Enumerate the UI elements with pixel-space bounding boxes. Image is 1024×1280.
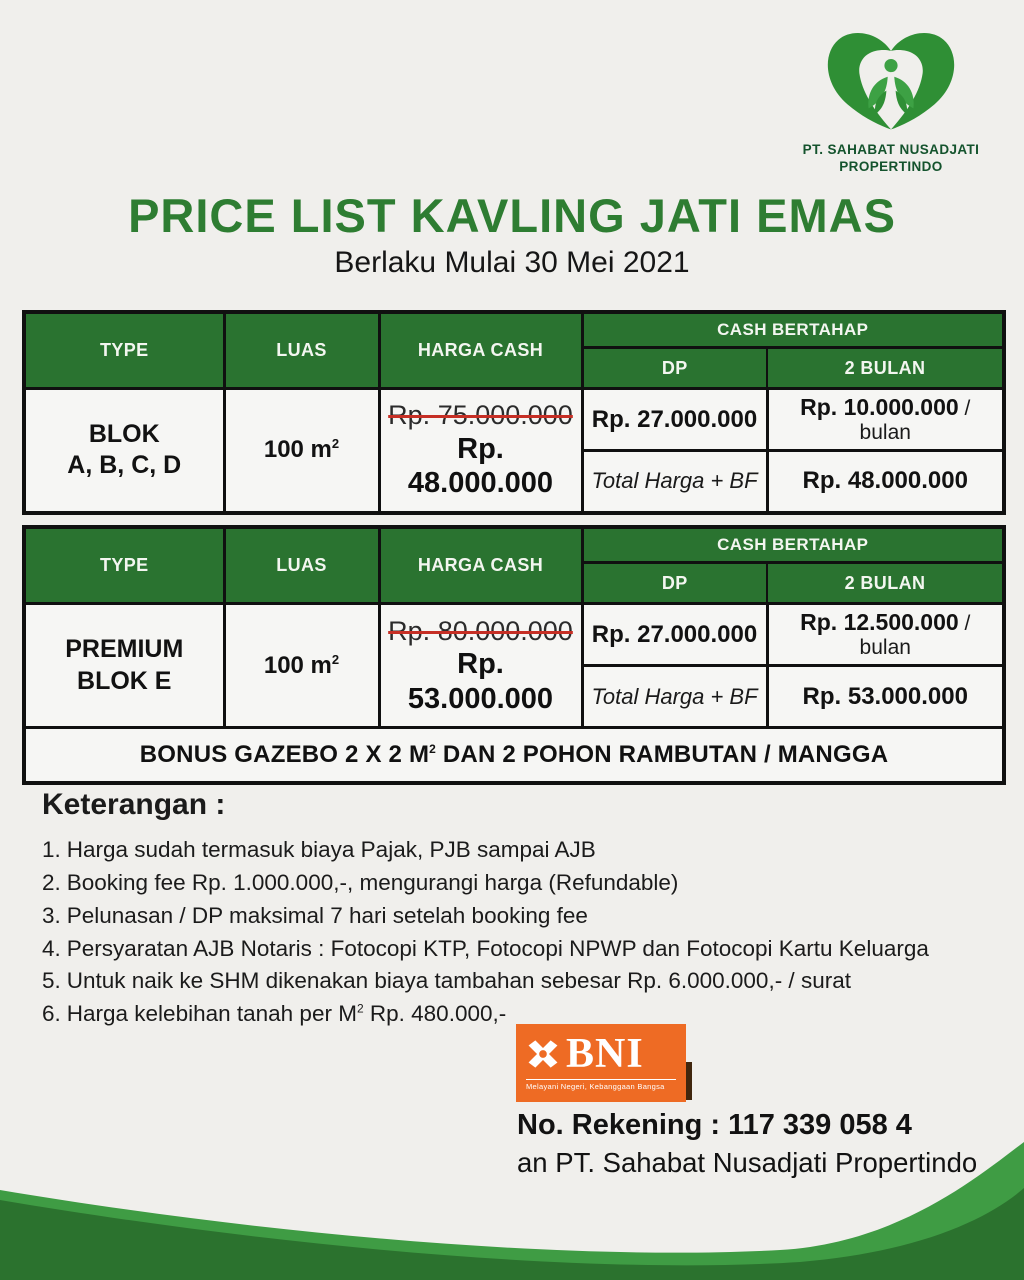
luas-cell [224,604,379,728]
item-number: 2. [42,869,61,895]
bonus-superscript: 2 [429,742,437,756]
monthly-amount: Rp. 12.500.000 [800,609,959,635]
item-text: Pelunasan / DP maksimal 7 hari setelah booking fee [66,902,588,928]
type-line2: A, B, C, D [67,451,182,480]
item-text: Untuk naik ke SHM dikenakan biaya tambahan sebesar Rp. 6.000.000,- / surat [66,968,851,994]
dp-value-cell: Rp. 27.000.000 [582,604,767,666]
logo-person-head [884,59,897,72]
company-logo-icon [816,26,966,138]
dp-value-cell: Rp. 27.000.000 [582,389,767,451]
new-price: Rp. 48.000.000 [407,432,554,500]
item-text: Harga sudah termasuk biaya Pajak, PJB sampai AJB [66,837,596,862]
col-header-type: TYPE [24,527,224,604]
monthly-value-cell [767,389,1004,451]
col-header-harga-cash: HARGA CASH [379,527,582,604]
keterangan-item-5 [42,965,982,998]
item-number: 1. [42,837,61,862]
keterangan-section [42,788,982,1031]
total-harga-label-cell: Total Harga + BF [582,666,767,728]
bottom-wave-decoration [0,1140,1024,1280]
price-table-blok-abcd [22,310,1006,515]
item-superscript: 2 [356,1001,364,1016]
col-header-luas: LUAS [224,527,379,604]
monthly-suffix: / bulan [859,397,971,444]
type-cell [24,604,224,728]
col-header-type: TYPE [24,312,224,389]
harga-cash-cell [379,389,582,513]
col-header-dp: DP [582,563,767,604]
luas-value: 100 m [263,651,332,679]
luas-superscript: 2 [331,651,340,667]
bonus-row [24,728,1004,784]
keterangan-heading: Keterangan : [42,788,226,821]
col-header-luas: LUAS [224,312,379,389]
page-title: PRICE LIST KAVLING JATI EMAS [128,189,896,242]
type-cell [24,389,224,513]
type-line2: BLOK E [77,666,172,695]
account-number: No. Rekening : 117 339 058 4 [517,1109,912,1141]
company-name [786,142,996,176]
total-harga-value-cell: Rp. 48.000.000 [767,451,1004,513]
type-line1: BLOK [88,420,160,448]
item-number: 3. [42,902,61,928]
luas-superscript: 2 [331,436,340,452]
total-harga-label-cell: Total Harga + BF [582,451,767,513]
bonus-text-post: DAN 2 POHON RAMBUTAN / MANGGA [436,741,889,768]
old-price-strikethrough: Rp. 75.000.000 [388,400,573,431]
price-table-blok-abcd-wrap [22,310,1006,515]
type-line1: PREMIUM [65,635,184,664]
price-table-premium-wrap [22,525,1006,785]
item-number: 5. [42,968,61,994]
item-text: Persyaratan AJB Notaris : Fotocopi KTP, Fotocopi NPWP dan Fotocopi Kartu Keluarga [66,935,929,961]
keterangan-item-6 [42,998,982,1031]
company-name-line2: PROPERTINDO [839,158,943,174]
keterangan-item-3 [42,900,982,933]
item-text-pre: Harga kelebihan tanah per M [66,1001,357,1027]
old-price-strikethrough: Rp. 80.000.000 [388,615,573,646]
col-header-cash-bertahap: CASH BERTAHAP [582,312,1004,348]
total-harga-value-cell: Rp. 53.000.000 [767,666,1004,728]
col-header-dp: DP [582,348,767,389]
bni-logo-shadow [686,1062,692,1100]
luas-value: 100 m [263,436,332,464]
item-text-post: Rp. 480.000,- [363,1001,507,1027]
luas-cell [224,389,379,513]
bni-tagline: Melayani Negeri, Kebanggaan Bangsa [526,1079,676,1091]
col-header-2-bulan: 2 BULAN [767,348,1004,389]
new-price: Rp. 53.000.000 [407,647,554,715]
bni-bank-logo [516,1024,686,1102]
page-subtitle: Berlaku Mulai 30 Mei 2021 [334,246,690,279]
keterangan-item-4 [42,933,982,966]
item-number: 6. [42,1001,61,1027]
company-logo-block [786,26,996,176]
harga-cash-cell [379,604,582,728]
item-text: Booking fee Rp. 1.000.000,-, mengurangi harga (Refundable) [66,869,679,895]
account-holder-name: an PT. Sahabat Nusadjati Propertindo [517,1146,978,1178]
monthly-value-cell [767,604,1004,666]
price-table-premium-blok-e [22,525,1006,785]
monthly-amount: Rp. 10.000.000 [800,394,959,420]
bni-46-emblem-icon [526,1037,560,1071]
col-header-harga-cash: HARGA CASH [379,312,582,389]
monthly-suffix: / bulan [859,612,971,659]
item-number: 4. [42,935,61,961]
bonus-text-pre: BONUS GAZEBO 2 X 2 M [139,741,430,768]
col-header-2-bulan: 2 BULAN [767,563,1004,604]
col-header-cash-bertahap: CASH BERTAHAP [582,527,1004,563]
bni-brand-text: BNI [566,1031,644,1077]
company-name-line1: PT. SAHABAT NUSADJATI [802,142,980,157]
keterangan-item-2 [42,867,982,900]
keterangan-item-1 [42,834,982,867]
